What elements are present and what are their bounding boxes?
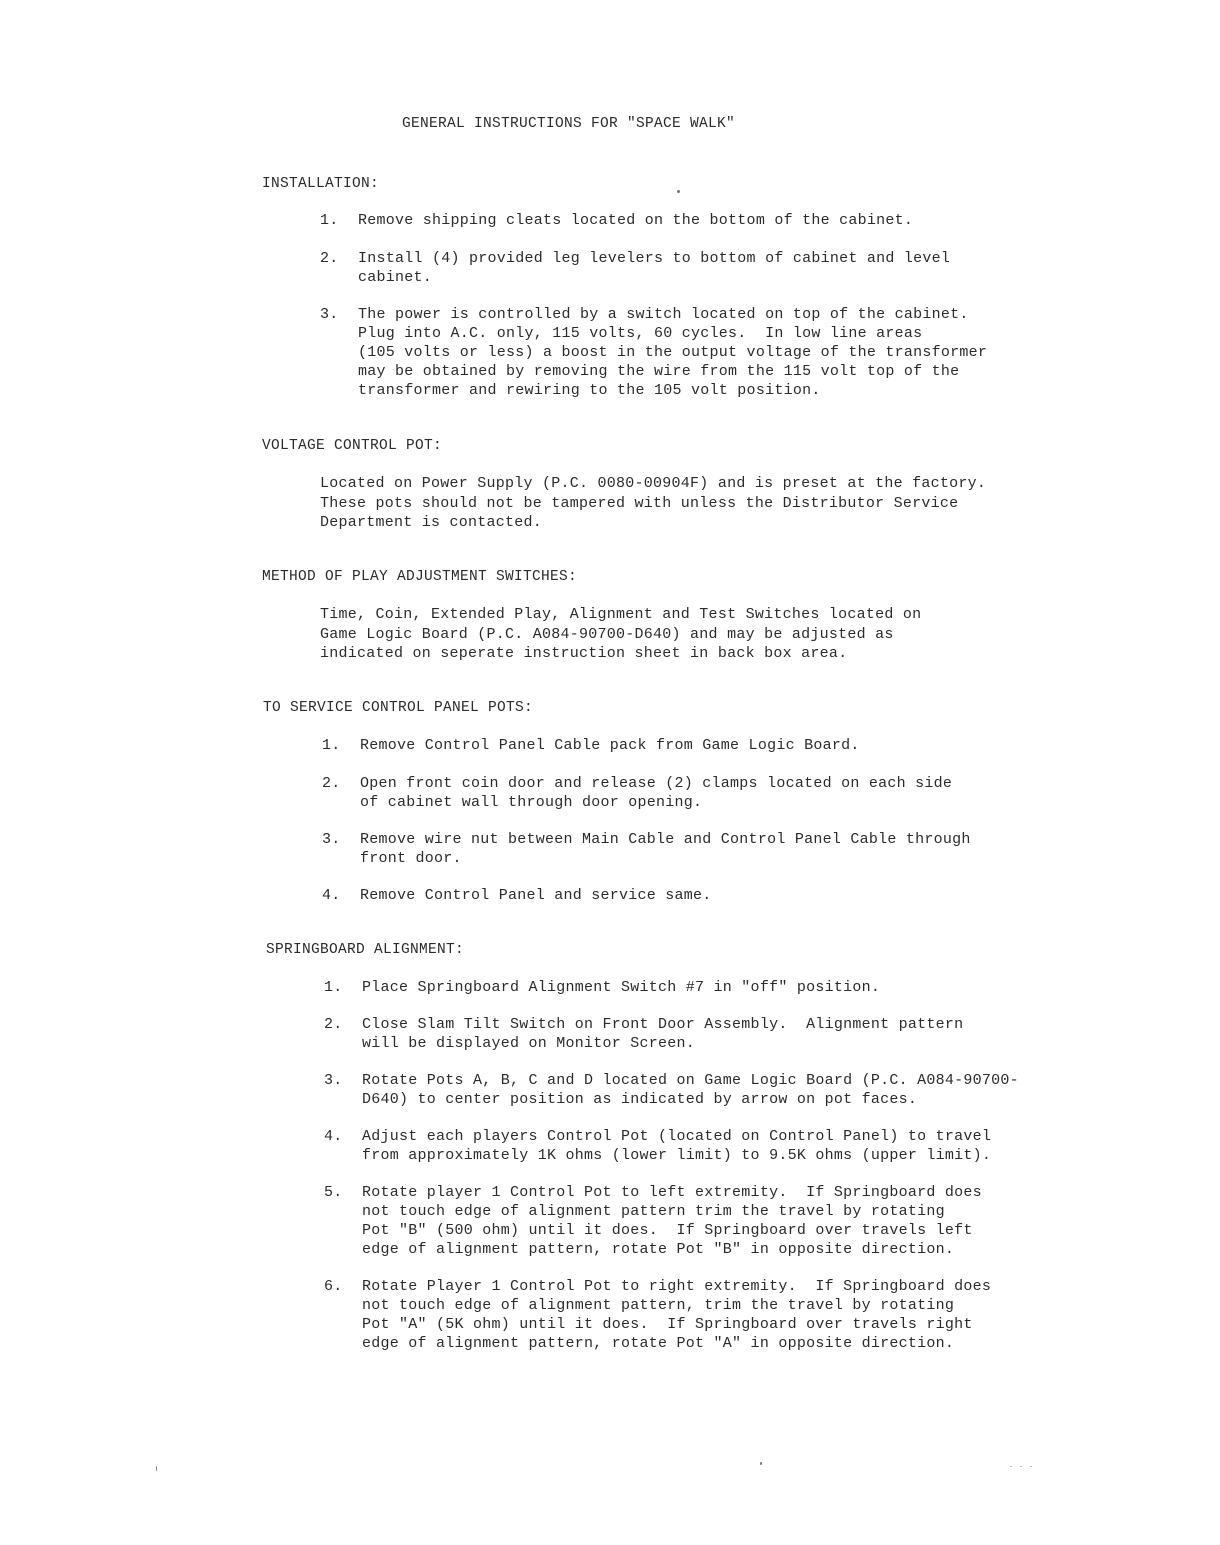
step-text: Place Springboard Alignment Switch #7 in "off" position. (362, 979, 881, 996)
service-heading: TO SERVICE CONTROL PANEL POTS: (263, 700, 534, 716)
step-text: Rotate Player 1 Control Pot to right extremity. If Springboard does not touch edge of alignment pattern, trim the travel by rotating Pot "A" (5K ohm) until it does. If Springboard over travels right edge of alignment pattern, rotate Pot "A" in opposite direction. (362, 1278, 992, 1352)
document-title: GENERAL INSTRUCTIONS FOR "SPACE WALK" (402, 116, 736, 132)
step-text: Rotate player 1 Control Pot to left extremity. If Springboard does not touch edge of alignment pattern trim the travel by rotating Pot "B" (500 ohm) until it does. If Springboard over travels left edge of alignment pattern, rotate Pot "B" in opposite direction. (362, 1184, 982, 1258)
scan-speck (1030, 1466, 1032, 1467)
scan-speck (760, 1462, 762, 1465)
springboard-heading: SPRINGBOARD ALIGNMENT: (266, 942, 465, 958)
scan-speck (1020, 1466, 1022, 1467)
step-number: 2. (322, 775, 341, 792)
step-text: Remove wire nut between Main Cable and Control Panel Cable through front door. (360, 831, 971, 867)
step-text: Open front coin door and release (2) clamps located on each side of cabinet wall through door opening. (360, 775, 953, 811)
scan-speck (1010, 1466, 1012, 1467)
step-text: Remove Control Panel Cable pack from Game Logic Board. (360, 737, 860, 754)
step-number: 3. (322, 831, 341, 848)
step-number: 3. (320, 306, 339, 323)
step-number: 1. (324, 979, 343, 996)
step-number: 2. (320, 250, 339, 267)
step-text: Remove Control Panel and service same. (360, 887, 712, 904)
step-text: Close Slam Tilt Switch on Front Door Assembly. Alignment pattern will be displayed on Monitor Screen. (362, 1016, 964, 1052)
voltage-paragraph: Located on Power Supply (P.C. 0080-00904F) and is preset at the factory. These pots should not be tampered with unless the Distributor Service Department is contacted. (320, 475, 987, 531)
scan-speck (156, 1466, 157, 1471)
voltage-heading: VOLTAGE CONTROL POT: (262, 438, 443, 454)
step-text: Install (4) provided leg levelers to bottom of cabinet and level cabinet. (358, 250, 951, 286)
method-heading: METHOD OF PLAY ADJUSTMENT SWITCHES: (262, 569, 578, 585)
step-number: 4. (324, 1128, 343, 1145)
step-text: Adjust each players Control Pot (located on Control Panel) to travel from approximately 1K ohms (lower limit) to 9.5K ohms (upper limit). (362, 1128, 992, 1164)
step-text: Rotate Pots A, B, C and D located on Game Logic Board (P.C. A084-90700- D640) to center position as indicated by arrow on pot faces. (362, 1072, 1019, 1108)
method-paragraph: Time, Coin, Extended Play, Alignment and Test Switches located on Game Logic Board (P.C. A084-90700-D640) and may be adjusted as indicated on seperate instruction sheet in back box area. (320, 606, 922, 662)
step-number: 6. (324, 1278, 343, 1295)
step-text: The power is controlled by a switch located on top of the cabinet. Plug into A.C. only, 115 volts, 60 cycles. In low line areas (105 volts or less) a boost in the output voltage of the transformer may be obtained by removing the wire from the 115 volt top of the transformer and rewiring to the 105 volt position. (358, 306, 988, 399)
step-number: 1. (322, 737, 341, 754)
installation-heading: INSTALLATION: (262, 176, 380, 192)
step-number: 2. (324, 1016, 343, 1033)
step-text: Remove shipping cleats located on the bottom of the cabinet. (358, 212, 914, 229)
step-number: 4. (322, 887, 341, 904)
step-number: 3. (324, 1072, 343, 1089)
step-number: 1. (320, 212, 339, 229)
scan-speck (677, 190, 680, 193)
step-number: 5. (324, 1184, 343, 1201)
